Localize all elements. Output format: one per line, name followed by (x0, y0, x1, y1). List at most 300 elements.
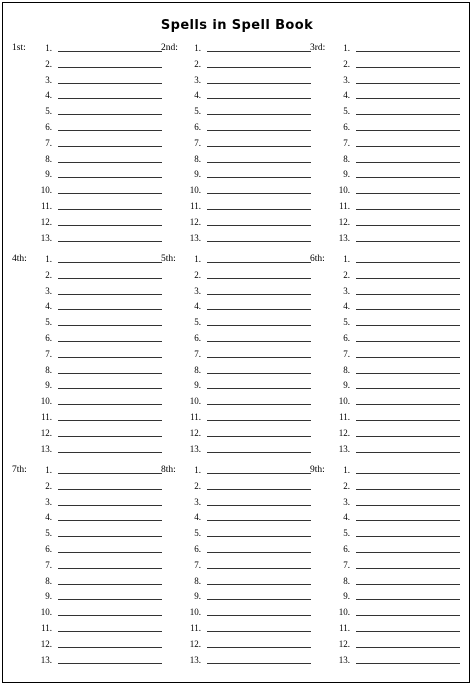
spell-entry-row (12, 364, 162, 376)
spell-entry-line[interactable] (356, 489, 460, 490)
spell-entry-line[interactable] (58, 584, 162, 585)
spell-entry-row (310, 411, 460, 423)
spell-entry-line[interactable] (356, 130, 460, 131)
spell-entry-row (12, 184, 162, 196)
spell-entry-number: 8. (343, 575, 350, 586)
spell-entry-line[interactable] (356, 536, 460, 537)
spell-entry-line[interactable] (58, 67, 162, 68)
spell-entry-row (310, 559, 460, 571)
spell-entry-number: 12. (189, 427, 201, 438)
spell-entry-row (12, 496, 162, 508)
spell-entry-row (12, 575, 162, 587)
spell-entry-number: 5. (45, 528, 52, 539)
spell-entry-line[interactable] (356, 520, 460, 521)
spell-entry-row (161, 480, 311, 492)
spell-entry-row (310, 89, 460, 101)
spell-entry-line[interactable] (356, 225, 460, 226)
spell-entry-number: 5. (343, 317, 350, 328)
spell-entry-line[interactable] (58, 520, 162, 521)
spell-entry-row (310, 496, 460, 508)
spell-entry-row (12, 269, 162, 281)
spell-entry-number: 9. (194, 380, 201, 391)
spell-entry-row (161, 153, 311, 165)
spell-entry-number: 7. (45, 559, 52, 570)
spell-entry-line[interactable] (58, 309, 162, 310)
spell-entry-number: 7. (194, 137, 201, 148)
spell-entry-number: 10. (189, 396, 201, 407)
spell-entry-line[interactable] (58, 536, 162, 537)
spell-entry-number: 9. (343, 380, 350, 391)
spell-entry-line[interactable] (207, 162, 311, 163)
spell-entry-line[interactable] (207, 130, 311, 131)
spell-entry-row (12, 285, 162, 297)
spell-entry-number: 2. (194, 58, 201, 69)
spell-level-section (310, 464, 460, 674)
spell-entry-number: 8. (194, 575, 201, 586)
spell-entry-number: 11. (339, 412, 350, 422)
spell-entry-number: 6. (194, 122, 201, 132)
spell-entry-row (12, 216, 162, 228)
spell-entry-line[interactable] (356, 631, 460, 632)
spell-level-label: 4th: (12, 254, 27, 264)
spell-entry-row (310, 74, 460, 86)
spell-entry-row (161, 411, 311, 423)
spell-entry-number: 2. (45, 269, 52, 280)
spell-entry-line[interactable] (356, 51, 460, 52)
spell-entry-line[interactable] (356, 162, 460, 163)
spell-entry-number: 13. (189, 654, 201, 665)
spell-entry-number: 2. (194, 480, 201, 491)
spell-entry-row (12, 42, 162, 54)
spell-entry-line[interactable] (356, 294, 460, 295)
spell-entry-row (161, 74, 311, 86)
spell-entry-row (310, 232, 460, 244)
spell-entry-row (12, 105, 162, 117)
spell-entry-row (310, 269, 460, 281)
spell-entry-row (161, 42, 311, 54)
spell-entry-line[interactable] (58, 193, 162, 194)
spell-entry-line[interactable] (356, 599, 460, 600)
spell-entry-line[interactable] (58, 325, 162, 326)
spell-entry-line[interactable] (207, 631, 311, 632)
spell-entry-number: 2. (194, 269, 201, 280)
spell-entry-number: 5. (194, 317, 201, 328)
spell-entry-row (12, 348, 162, 360)
spell-entry-number: 11. (339, 201, 350, 211)
spell-entry-row (310, 575, 460, 587)
spell-entry-line[interactable] (207, 388, 311, 389)
spell-entry-line[interactable] (207, 114, 311, 115)
spell-entry-line[interactable] (356, 278, 460, 279)
spell-entry-number: 10. (189, 185, 201, 196)
spell-level-section (310, 42, 460, 252)
spell-entry-line[interactable] (207, 209, 311, 210)
spell-entry-number: 11. (339, 623, 350, 633)
spell-entry-line[interactable] (356, 615, 460, 616)
spell-level-label: 8th: (161, 465, 176, 475)
spell-entry-number: 12. (40, 216, 52, 227)
spell-entry-line[interactable] (207, 146, 311, 147)
spell-entry-line[interactable] (58, 130, 162, 131)
spell-entry-row (310, 480, 460, 492)
spell-entry-row (161, 216, 311, 228)
spell-entry-line[interactable] (58, 473, 162, 474)
spell-entry-row (12, 590, 162, 602)
spell-entry-line[interactable] (207, 420, 311, 421)
spell-entry-line[interactable] (207, 51, 311, 52)
spell-entry-line[interactable] (207, 404, 311, 405)
spell-entry-number: 8. (194, 364, 201, 375)
spell-entry-line[interactable] (356, 209, 460, 210)
spell-entry-number: 8. (194, 153, 201, 164)
spell-entry-line[interactable] (356, 83, 460, 84)
spell-entry-number: 3. (45, 285, 52, 296)
spell-entry-number: 1. (45, 43, 52, 53)
spell-level-label: 6th: (310, 254, 325, 264)
spell-entry-row (310, 443, 460, 455)
spell-entry-line[interactable] (58, 505, 162, 506)
spell-entry-line[interactable] (356, 373, 460, 374)
spell-entry-row (310, 638, 460, 650)
spell-entry-line[interactable] (356, 647, 460, 648)
spell-entry-number: 13. (338, 443, 350, 454)
spell-entry-number: 11. (41, 412, 52, 422)
spell-entry-number: 1. (343, 254, 350, 264)
spell-entry-row (161, 427, 311, 439)
spell-entry-number: 4. (45, 512, 52, 523)
spell-entry-line[interactable] (58, 83, 162, 84)
spell-entry-line[interactable] (356, 193, 460, 194)
spell-entry-line[interactable] (58, 420, 162, 421)
spell-entry-line[interactable] (207, 193, 311, 194)
spell-entry-number: 12. (189, 216, 201, 227)
spell-entry-number: 3. (194, 74, 201, 85)
spell-entry-number: 3. (343, 285, 350, 296)
spell-entry-row (161, 395, 311, 407)
spell-entry-row (161, 527, 311, 539)
spell-entry-line[interactable] (356, 473, 460, 474)
spell-entry-line[interactable] (207, 373, 311, 374)
spell-entry-number: 7. (343, 559, 350, 570)
spell-entry-line[interactable] (356, 177, 460, 178)
spell-level-label: 1st: (12, 43, 26, 53)
spell-entry-line[interactable] (207, 536, 311, 537)
spell-entry-row (12, 89, 162, 101)
spell-entry-row (161, 168, 311, 180)
spell-entry-line[interactable] (356, 357, 460, 358)
spell-entry-number: 13. (40, 443, 52, 454)
spell-entry-line[interactable] (58, 241, 162, 242)
spell-entry-row (310, 590, 460, 602)
spell-entry-row (12, 232, 162, 244)
spell-entry-number: 4. (194, 301, 201, 312)
spell-entry-row (310, 200, 460, 212)
spell-entry-row (12, 300, 162, 312)
spell-entry-number: 9. (194, 591, 201, 602)
spell-entry-number: 4. (343, 301, 350, 312)
spell-entry-line[interactable] (58, 114, 162, 115)
spell-entry-line[interactable] (207, 647, 311, 648)
spell-entry-number: 8. (45, 364, 52, 375)
spell-entry-number: 3. (45, 74, 52, 85)
spell-entry-row (161, 285, 311, 297)
spell-level-section (161, 253, 311, 463)
spell-entry-line[interactable] (58, 146, 162, 147)
page-title: Spells in Spell Book (160, 18, 314, 33)
spell-entry-row (161, 364, 311, 376)
spell-entry-line[interactable] (58, 177, 162, 178)
spell-entry-row (161, 559, 311, 571)
spell-entry-line[interactable] (58, 568, 162, 569)
spell-entry-number: 12. (338, 427, 350, 438)
spell-entry-row (12, 654, 162, 666)
spell-level-section (12, 464, 162, 674)
spell-entry-number: 6. (45, 544, 52, 554)
spell-entry-line[interactable] (58, 489, 162, 490)
spell-entry-number: 5. (45, 106, 52, 117)
spell-level-label: 5th: (161, 254, 176, 264)
spell-entry-number: 4. (343, 90, 350, 101)
spell-entry-row (161, 348, 311, 360)
spell-entry-row (310, 527, 460, 539)
spell-entry-row (12, 480, 162, 492)
spell-entry-line[interactable] (207, 552, 311, 553)
spell-entry-row (310, 348, 460, 360)
spell-entry-line[interactable] (207, 278, 311, 279)
spell-entry-row (161, 137, 311, 149)
spell-entry-row (310, 511, 460, 523)
spell-entry-line[interactable] (58, 294, 162, 295)
spell-entry-line[interactable] (58, 404, 162, 405)
spell-entry-line[interactable] (58, 599, 162, 600)
spell-entry-line[interactable] (207, 341, 311, 342)
spell-entry-number: 13. (189, 232, 201, 243)
spell-entry-line[interactable] (356, 663, 460, 664)
spell-entry-row (12, 316, 162, 328)
spell-entry-line[interactable] (58, 51, 162, 52)
spell-entry-line[interactable] (58, 615, 162, 616)
spell-entry-line[interactable] (207, 436, 311, 437)
spell-entry-row (12, 543, 162, 555)
spell-entry-line[interactable] (207, 615, 311, 616)
spell-entry-line[interactable] (58, 631, 162, 632)
spell-entry-row (310, 137, 460, 149)
spell-entry-line[interactable] (356, 584, 460, 585)
spell-entry-line[interactable] (207, 67, 311, 68)
spell-level-section (161, 42, 311, 252)
spell-entry-row (12, 622, 162, 634)
spell-entry-line[interactable] (58, 162, 162, 163)
spell-entry-number: 4. (45, 90, 52, 101)
spell-entry-line[interactable] (207, 520, 311, 521)
spell-entry-number: 7. (343, 348, 350, 359)
spell-entry-line[interactable] (58, 278, 162, 279)
spell-entry-line[interactable] (58, 225, 162, 226)
spell-entry-line[interactable] (207, 599, 311, 600)
spell-entry-line[interactable] (207, 663, 311, 664)
spell-entry-line[interactable] (207, 83, 311, 84)
spell-entry-line[interactable] (207, 177, 311, 178)
spell-entry-line[interactable] (356, 505, 460, 506)
spell-entry-line[interactable] (207, 473, 311, 474)
spell-entry-row (310, 153, 460, 165)
spell-entry-line[interactable] (207, 325, 311, 326)
spell-entry-line[interactable] (58, 663, 162, 664)
spell-entry-line[interactable] (207, 452, 311, 453)
spell-entry-line[interactable] (58, 647, 162, 648)
spell-entry-line[interactable] (207, 294, 311, 295)
spell-entry-row (310, 105, 460, 117)
spell-entry-line[interactable] (58, 436, 162, 437)
spell-entry-row (161, 300, 311, 312)
spell-entry-row (161, 58, 311, 70)
spell-entry-row (161, 606, 311, 618)
spell-entry-line[interactable] (356, 388, 460, 389)
spell-entry-line[interactable] (356, 552, 460, 553)
spell-entry-row (310, 464, 460, 476)
spell-entry-row (161, 269, 311, 281)
spell-entry-number: 11. (190, 623, 201, 633)
spell-entry-number: 12. (338, 638, 350, 649)
spell-entry-number: 1. (194, 254, 201, 264)
spell-entry-line[interactable] (356, 568, 460, 569)
spell-entry-row (310, 654, 460, 666)
spell-entry-number: 7. (194, 559, 201, 570)
spell-entry-row (161, 316, 311, 328)
spell-entry-line[interactable] (207, 309, 311, 310)
spell-level-section (310, 253, 460, 463)
spell-entry-line[interactable] (356, 436, 460, 437)
spell-entry-line[interactable] (58, 98, 162, 99)
spell-entry-line[interactable] (356, 98, 460, 99)
spell-entry-line[interactable] (356, 420, 460, 421)
spell-entry-number: 8. (45, 575, 52, 586)
spell-entry-line[interactable] (58, 357, 162, 358)
spell-entry-line[interactable] (356, 452, 460, 453)
spell-entry-line[interactable] (207, 241, 311, 242)
spell-entry-row (12, 395, 162, 407)
spell-entry-number: 11. (190, 201, 201, 211)
spell-entry-row (310, 285, 460, 297)
spell-entry-row (310, 316, 460, 328)
spell-entry-row (161, 496, 311, 508)
spell-entry-row (12, 427, 162, 439)
spell-entry-row (161, 590, 311, 602)
spell-entry-line[interactable] (58, 341, 162, 342)
spell-entry-row (12, 511, 162, 523)
spell-entry-number: 11. (41, 623, 52, 633)
spell-entry-row (12, 559, 162, 571)
spell-entry-number: 1. (343, 43, 350, 53)
spell-entry-number: 13. (338, 232, 350, 243)
spell-entry-number: 2. (343, 269, 350, 280)
spell-entry-line[interactable] (58, 373, 162, 374)
spell-entry-line[interactable] (207, 489, 311, 490)
spell-entry-number: 5. (194, 106, 201, 117)
spell-entry-row (161, 105, 311, 117)
spell-entry-row (161, 121, 311, 133)
spell-entry-line[interactable] (58, 552, 162, 553)
spell-entry-number: 10. (40, 607, 52, 618)
spell-entry-line[interactable] (356, 341, 460, 342)
spell-entry-number: 6. (343, 122, 350, 132)
spell-entry-line[interactable] (356, 241, 460, 242)
spell-entry-number: 5. (343, 106, 350, 117)
spell-entry-line[interactable] (207, 505, 311, 506)
spell-entry-number: 3. (194, 496, 201, 507)
spell-entry-number: 1. (194, 43, 201, 53)
spell-entry-row (310, 364, 460, 376)
spell-entry-line[interactable] (207, 98, 311, 99)
spell-entry-line[interactable] (207, 357, 311, 358)
spell-level-section (161, 464, 311, 674)
spell-entry-row (12, 464, 162, 476)
spell-entry-row (310, 253, 460, 265)
spell-entry-line[interactable] (356, 262, 460, 263)
spell-entry-number: 10. (338, 607, 350, 618)
spell-level-label: 3rd: (310, 43, 326, 53)
spell-entry-line[interactable] (207, 584, 311, 585)
spell-entry-row (12, 332, 162, 344)
spell-entry-number: 9. (45, 380, 52, 391)
spell-entry-line[interactable] (207, 262, 311, 263)
spell-entry-row (12, 168, 162, 180)
spell-level-label: 2nd: (161, 43, 178, 53)
spell-entry-number: 3. (194, 285, 201, 296)
spell-entry-row (310, 184, 460, 196)
spell-level-section (12, 42, 162, 252)
spell-entry-row (12, 253, 162, 265)
spell-entry-number: 9. (343, 169, 350, 180)
spell-entry-line[interactable] (356, 404, 460, 405)
spell-entry-number: 8. (343, 364, 350, 375)
spell-entry-number: 1. (45, 254, 52, 264)
spell-entry-row (310, 300, 460, 312)
spell-entry-line[interactable] (58, 209, 162, 210)
spell-entry-line[interactable] (58, 262, 162, 263)
spell-entry-line[interactable] (356, 114, 460, 115)
spell-entry-number: 2. (343, 480, 350, 491)
spell-entry-row (12, 200, 162, 212)
spell-entry-number: 7. (194, 348, 201, 359)
spell-entry-number: 6. (194, 333, 201, 343)
spell-entry-row (12, 638, 162, 650)
spell-entry-line[interactable] (58, 388, 162, 389)
spell-entry-line[interactable] (58, 452, 162, 453)
spell-entry-row (161, 379, 311, 391)
spell-entry-number: 8. (45, 153, 52, 164)
spell-entry-line[interactable] (356, 309, 460, 310)
spell-entry-line[interactable] (207, 568, 311, 569)
spell-entry-number: 8. (343, 153, 350, 164)
spell-entry-number: 4. (45, 301, 52, 312)
spell-level-label: 9th: (310, 465, 325, 475)
spell-entry-number: 6. (45, 122, 52, 132)
spell-entry-row (310, 121, 460, 133)
spell-entry-number: 7. (45, 348, 52, 359)
spell-entry-number: 3. (343, 496, 350, 507)
spell-entry-row (12, 121, 162, 133)
spell-entry-line[interactable] (356, 325, 460, 326)
spell-entry-number: 9. (45, 169, 52, 180)
spell-entry-row (161, 200, 311, 212)
spell-entry-row (310, 332, 460, 344)
spell-entry-row (12, 606, 162, 618)
spell-entry-row (310, 168, 460, 180)
spell-entry-line[interactable] (356, 146, 460, 147)
spell-entry-line[interactable] (356, 67, 460, 68)
spell-entry-line[interactable] (207, 225, 311, 226)
